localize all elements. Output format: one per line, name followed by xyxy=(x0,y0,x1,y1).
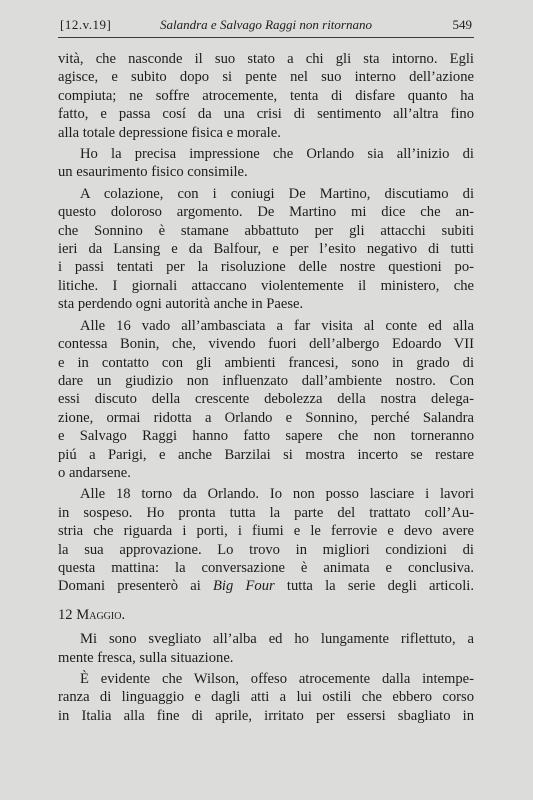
paragraph xyxy=(58,50,474,142)
paragraph xyxy=(58,670,474,725)
header-title: Salandra e Salvago Raggi non ritornano xyxy=(160,17,372,32)
paragraph xyxy=(58,185,474,314)
text-line: in Italia alla fine di aprile, irritato per essersi sbagliato in xyxy=(58,707,474,724)
text-line: sta perdendo ogni autorità anche in Paese. xyxy=(58,296,304,313)
dateline xyxy=(58,606,474,624)
text-line: i passi tentati per la risoluzione delle nostre questioni po- xyxy=(58,259,474,276)
text-line: contessa Bonin, che, vivendo fuori dell’albergo Edoardo VII xyxy=(58,336,474,353)
text-line: la sua approvazione. Lo trovo in migliori condizioni di xyxy=(58,541,474,558)
text-line: Ho la precisa impressione che Orlando sia all’inizio di xyxy=(80,146,474,163)
text-line: Mi sono svegliato all’alba ed ho lungamente riflettuto, a xyxy=(80,631,474,648)
text-line: e Salvago Raggi hanno fatto sapere che non torneranno xyxy=(58,428,474,445)
text-line: È evidente che Wilson, offeso atrocemente dalla intempe- xyxy=(80,671,474,687)
text-line: agisce, e subito dopo si pente nel suo interno dell’azione xyxy=(58,69,474,86)
paragraph xyxy=(58,485,474,595)
text-line: Alle 16 vado all’ambasciata a far visita al conte ed alla xyxy=(80,317,474,334)
text-line: piú a Parigi, e anche Barzilai si mostra incerto se restare xyxy=(58,446,474,463)
running-header xyxy=(58,15,474,38)
text-line: litiche. I giornali attaccano violentemente il ministero, che xyxy=(58,277,474,294)
text-line: Alle 18 torno da Orlando. Io non posso lasciare i lavori xyxy=(80,486,474,503)
paragraph xyxy=(58,630,474,667)
text-line: compiuta; ne soffre atrocemente, tenta di disfare quanto ha xyxy=(58,87,474,104)
text-line: fatto, e passa cosí da una crisi di sentimento all’altra fino xyxy=(58,106,474,123)
text-line: ranza di linguaggio e dagli atti a lui ostili che ebbero corso xyxy=(58,689,474,706)
text-line: mente fresca, sulla situazione. xyxy=(58,649,234,666)
italic-term: Big Four xyxy=(213,578,275,595)
text-line: Domani presenterò ai Big Four tutta la serie degli articoli. xyxy=(58,578,474,595)
text-line: ieri da Lansing e da Balfour, e per l’esito negativo di tutti xyxy=(58,241,474,258)
text-line: e in contatto con gli ambienti francesi, sono in grado di xyxy=(58,354,474,371)
header-date: [12.v.19] xyxy=(60,17,112,32)
text-line: dare un giudizio non influenzato dall’ambiente nostro. Con xyxy=(58,372,474,389)
paragraph xyxy=(58,145,474,182)
text-line: che Sonnino è stamane abbattuto per gli attacchi subiti xyxy=(58,222,474,239)
text-line: zione, ormai ridotta a Orlando e Sonnino, perché Salandra xyxy=(58,409,474,426)
text-line: in sospeso. Ho pronta tutta la parte del trattato coll’Au- xyxy=(58,504,474,521)
paragraph xyxy=(58,317,474,483)
dateline-day: 12 xyxy=(58,606,73,623)
text-line: o andarsene. xyxy=(58,464,131,481)
page-body xyxy=(58,50,474,725)
text-line: stria che riguarda i porti, i fiumi e le ferrovie e devo avere xyxy=(58,523,474,540)
text-line: questo doloroso argomento. De Martino mi dice che an- xyxy=(58,204,474,221)
dateline-month: Maggio. xyxy=(76,606,126,623)
text-line: A colazione, con i coniugi De Martino, discutiamo di xyxy=(80,185,474,202)
text-line: vità, che nasconde il suo stato a chi gli sta intorno. Egli xyxy=(58,51,474,67)
text-line: alla totale depressione fisica e morale. xyxy=(58,124,281,141)
text-line: questa mattina: la conversazione è animata e conclusiva. xyxy=(58,559,474,576)
text-line: un esaurimento fisico consimile. xyxy=(58,164,248,181)
page-number: 549 xyxy=(452,17,472,32)
text-line: essi discuto della crescente debolezza della nostra delega- xyxy=(58,391,474,408)
